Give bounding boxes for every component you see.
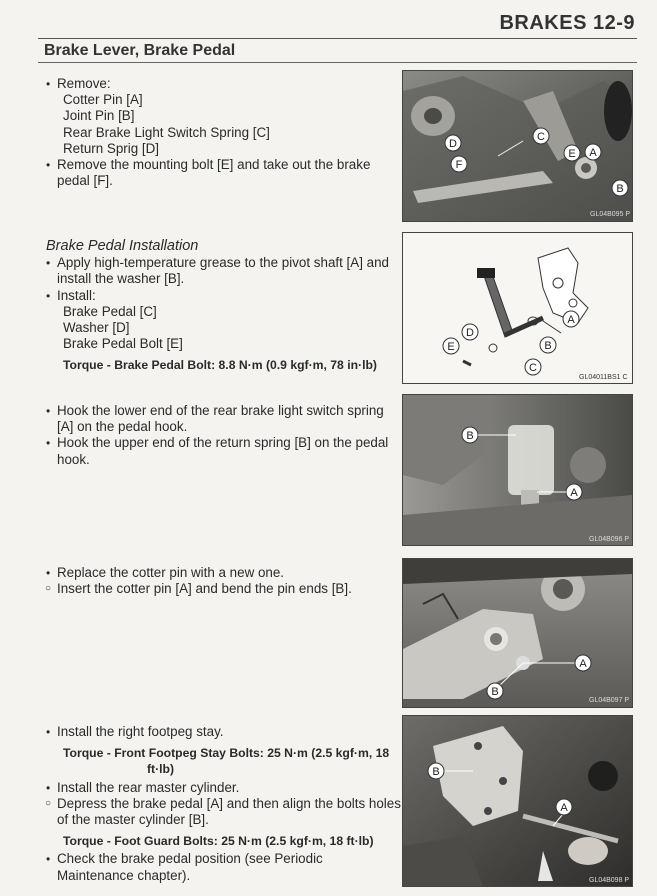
master-cylinder-step: • Install the rear master cylinder.	[46, 780, 401, 796]
remove-item: Cotter Pin [A]	[63, 92, 143, 108]
grease-step: • Apply high-temperature grease to the pivot shaft [A] and install the washer [B].	[46, 255, 401, 287]
cotter-step: ○ Insert the cotter pin [A] and bend the pin ends [B].	[46, 581, 401, 597]
section-title: Brake Lever, Brake Pedal	[44, 42, 236, 59]
svg-text:E: E	[568, 148, 576, 160]
install-item: Brake Pedal Bolt [E]	[63, 336, 183, 352]
section-rule	[38, 62, 637, 63]
footpeg-steps	[46, 724, 401, 884]
svg-text:B: B	[466, 430, 474, 442]
footpeg-step: • Install the right footpeg stay.	[46, 724, 401, 740]
svg-text:C: C	[537, 131, 545, 143]
svg-text:A: A	[567, 314, 575, 326]
spring-step: • Hook the upper end of the return spring [B] on the pedal hook.	[46, 435, 401, 467]
torque-spec-line: ft·lb)	[147, 762, 175, 777]
torque-spec-line: Torque - Front Footpeg Stay Bolts: 25 N·m (2.5 kgf·m, 18	[63, 746, 390, 761]
cotter-pin-steps	[46, 565, 401, 597]
figure-code: GL04B098 P	[589, 877, 630, 884]
svg-text:D: D	[449, 138, 457, 150]
figure-code: GL04B096 P	[589, 536, 630, 543]
svg-text:C: C	[529, 362, 537, 374]
figure-brake-pedal-position	[402, 715, 633, 887]
depress-pedal-step: ○ Depress the brake pedal [A] and then align the bolts holes of the master cylinder [B].	[46, 796, 401, 828]
install-item: Brake Pedal [C]	[63, 303, 157, 319]
install-item: Washer [D]	[63, 320, 130, 336]
svg-text:D: D	[466, 327, 474, 339]
header-rule	[38, 38, 637, 39]
svg-text:A: A	[570, 487, 578, 499]
installation-subheading: Brake Pedal Installation	[46, 238, 199, 254]
remove-intro: • Remove:	[46, 76, 401, 92]
figure-pedal-removal	[402, 70, 633, 222]
svg-text:B: B	[616, 183, 624, 195]
remove-item: Return Sprig [D]	[63, 140, 160, 156]
remove-bolt-step: • Remove the mounting bolt [E] and take out the brake pedal [F].	[46, 157, 401, 189]
remove-item: Rear Brake Light Switch Spring [C]	[63, 124, 270, 140]
svg-text:A: A	[579, 658, 587, 670]
svg-text:A: A	[560, 802, 568, 814]
torque-spec	[46, 745, 401, 777]
figure-pedal-installation	[402, 232, 633, 384]
figure-code: GL04B095 P	[590, 211, 631, 218]
removal-steps	[46, 76, 401, 189]
install-intro: • Install:	[46, 288, 401, 304]
spring-step: • Hook the lower end of the rear brake light switch spring [A] on the pedal hook.	[46, 403, 401, 435]
remove-item: Joint Pin [B]	[63, 108, 135, 124]
torque-spec: Torque - Brake Pedal Bolt: 8.8 N·m (0.9 kgf·m, 78 in·lb)	[63, 358, 377, 373]
svg-text:B: B	[491, 686, 499, 698]
torque-spec: Torque - Foot Guard Bolts: 25 N·m (2.5 kgf·m, 18 ft·lb)	[63, 834, 374, 849]
figure-code: GL04B097 P	[589, 697, 630, 704]
page-header: BRAKES 12-9	[499, 12, 635, 34]
figure-cotter-pin	[402, 558, 633, 708]
svg-text:E: E	[447, 341, 455, 353]
installation-steps	[46, 238, 401, 376]
svg-text:F: F	[455, 159, 463, 171]
svg-text:B: B	[432, 766, 440, 778]
spring-steps	[46, 403, 401, 468]
cotter-step: • Replace the cotter pin with a new one.	[46, 565, 401, 581]
figure-code: GL04011BS1 C	[579, 374, 628, 381]
figure-spring-hooks	[402, 394, 633, 546]
svg-text:A: A	[589, 147, 597, 159]
svg-text:B: B	[544, 340, 552, 352]
pedal-position-step: • Check the brake pedal position (see Periodic Maintenance chapter).	[46, 851, 401, 883]
